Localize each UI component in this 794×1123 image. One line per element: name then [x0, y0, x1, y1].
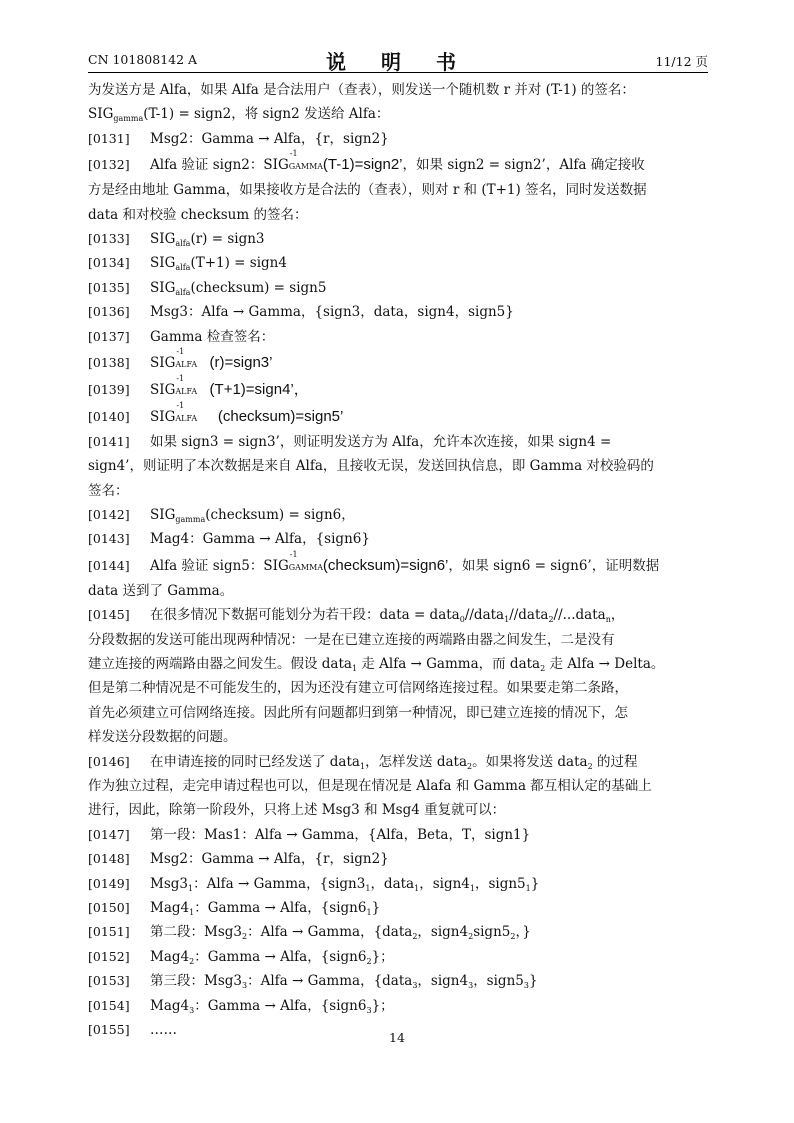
- page-header: [88, 44, 708, 72]
- paragraph-0131: [0131] Msg2：Gamma → Alfa，{r，sign2}: [88, 127, 710, 151]
- paragraph-number: [0149]: [88, 875, 130, 891]
- paragraph-number: [0144]: [88, 557, 130, 573]
- inverse-sig-formula: -1 ALFA: [175, 346, 198, 369]
- page-counter: 11/12 页: [655, 54, 708, 69]
- intro-line-1: 为发送方是 Alfa，如果 Alfa 是合法用户（查表），则发送一个随机数 r 并对 (T-1) 的签名：: [88, 82, 635, 98]
- paragraph-number: [0153]: [88, 973, 130, 989]
- paragraph-number: [0139]: [88, 381, 130, 397]
- inverse-sig-formula: -1 GAMMA: [288, 549, 324, 572]
- paragraph-number: [0134]: [88, 255, 130, 271]
- paragraph-0132-line-3: data 和对校验 checksum 的签名：: [88, 206, 308, 223]
- paragraph-0153: [0153] 第三段：$Msg3_3$：Alfa → Gamma，{data$_3$，$sign4_3$，$sign5_3$}: [88, 969, 710, 993]
- paragraph-0148: [0148] Msg2：Gamma → Alfa，{r，sign2}: [88, 847, 710, 871]
- paragraph-number: [0140]: [88, 408, 130, 424]
- inverse-sig-formula: -1 ALFA: [175, 400, 198, 423]
- paragraph-0145-line-3: 建立连接的两端路由器之间发生。假设 data$_1$ 走 Alfa → Gamma，而 data$_2$ 走 Alfa → Delta。: [88, 656, 665, 674]
- paragraph-number: [0147]: [88, 826, 130, 842]
- paragraph-number: [0151]: [88, 924, 130, 940]
- paragraph-0144: [0144] Alfa 验证 sign5：SIG -1 GAMMA (checksum)=sign6’，如果 sign6 = sign6’，证明数据: [88, 552, 710, 579]
- patent-number: CN 101808142 A: [88, 52, 198, 67]
- paragraph-number: [0136]: [88, 304, 130, 320]
- paragraph-0152: [0152] $Mag4_2$：Gamma → Alfa，$\{sign6_2\}$；: [88, 945, 710, 969]
- paragraph-0151: [0151] 第二段：$Msg3_2$：Alfa → Gamma，{data$_2$，$sign4_2sign5_2$，}: [88, 920, 710, 944]
- paragraph-0146-line-2: 作为独立过程，走完申请过程也可以，但是现在情况是 Alafa 和 Gamma 都互相认定的基础上: [88, 777, 652, 794]
- paragraph-number: [0138]: [88, 354, 130, 370]
- inverse-sig-formula: -1 ALFA: [175, 373, 198, 396]
- paragraph-0141-line-2: sign4’，则证明了本次数据是来自 Alfa，且接收无误，发送回执信息，即 Gamma 对校验码的: [88, 458, 654, 475]
- paragraph-number: [0133]: [88, 230, 130, 246]
- paragraph-0150: [0150] $Mag4_1$：Gamma → Alfa，$\{sign6_1\}$: [88, 896, 710, 920]
- paragraph-0137: [0137] Gamma 检查签名：: [88, 325, 710, 349]
- paragraph-0143: [0143] Mag4：Gamma → Alfa，{sign6}: [88, 527, 710, 551]
- paragraph-number: [0143]: [88, 531, 130, 547]
- paragraph-number: [0152]: [88, 948, 130, 964]
- paragraph-number: [0155]: [88, 1021, 130, 1037]
- paragraph-0145-line-6: 样发送分段数据的问题。: [88, 729, 237, 746]
- paragraph-0141-line-3: 签名：: [88, 482, 129, 499]
- paragraph-0141: [0141] 如果 sign3 = sign3’，则证明发送方为 Alfa，允许本次连接，如果 sign4 =: [88, 430, 710, 454]
- paragraph-0145-line-4: 但是第二种情况是不可能发生的，因为还没有建立可信网络连接过程。如果要走第二条路，: [88, 680, 628, 697]
- paragraph-0135: [0135] $SIG_{alfa}(checksum)$ = sign5: [88, 276, 710, 300]
- paragraph-0155: [0155] ……: [88, 1018, 710, 1042]
- paragraph-0132-line-2: 方是经由地址 Gamma，如果接收方是合法的（查表），则对 r 和 (T+1) 签名，同时发送数据: [88, 182, 647, 199]
- paragraph-number: [0150]: [88, 899, 130, 915]
- paragraph-number: [0135]: [88, 279, 130, 295]
- paragraph-number: [0146]: [88, 753, 130, 769]
- paragraph-0154: [0154] $Mag4_3$：Gamma → Alfa，$\{sign6_3\}$；: [88, 994, 710, 1018]
- paragraph-number: [0137]: [88, 328, 130, 344]
- paragraph-0136: [0136] Msg3：Alfa → Gamma，{sign3，data，sign4，sign5}: [88, 300, 710, 324]
- paragraph-0144-line-2: data 送到了 Gamma。: [88, 582, 234, 599]
- paragraph-0133: [0133] $SIG_{alfa}(r)$ = sign3: [88, 227, 710, 251]
- paragraph-0145: [0145] 在很多情况下数据可能划分为若干段：data = data$_0$//data$_1$//data$_2$//...data$_n$，: [88, 603, 710, 627]
- paragraph-0145-line-2: 分段数据的发送可能出现两种情况：一是在已建立连接的两端路由器之间发生，二是没有: [88, 631, 615, 648]
- intro-line-2: $SIG_{gamma}(T-1)$ = sign2，将 sign2 发送给 Alfa：: [88, 106, 390, 124]
- paragraph-0147: [0147] 第一段：Mas1：Alfa → Gamma，{Alfa，Beta，T，sign1}: [88, 823, 710, 847]
- paragraph-0132: [0132] Alfa 验证 sign2：SIG -1 GAMMA (T-1)=sign2’，如果 sign2 = sign2’，Alfa 确定接收: [88, 151, 710, 178]
- paragraph-number: [0145]: [88, 607, 130, 623]
- paragraph-0139: [0139] SIG -1 ALFA (T+1)=sign4’，: [88, 376, 710, 403]
- paragraph-0142: [0142] $SIG_{gamma}(checksum)$ = sign6，: [88, 503, 710, 527]
- paragraph-number: [0154]: [88, 997, 130, 1013]
- document-body: [88, 78, 710, 1042]
- paragraph-number: [0132]: [88, 157, 130, 173]
- header-rule: [88, 72, 708, 73]
- paragraph-number: [0141]: [88, 433, 130, 449]
- paragraph-number: [0131]: [88, 130, 130, 146]
- paragraph-0145-line-5: 首先必须建立可信网络连接。因此所有问题都归到第一种情况，即已建立连接的情况下，怎: [88, 704, 628, 721]
- paragraph-number: [0142]: [88, 507, 130, 523]
- paragraph-0146-line-3: 进行，因此，除第一阶段外，只将上述 Msg3 和 Msg4 重复就可以：: [88, 802, 506, 819]
- paragraph-0134: [0134] $SIG_{alfa}(T+1)$ = sign4: [88, 251, 710, 275]
- page-number: 14: [389, 1030, 405, 1045]
- paragraph-number: [0148]: [88, 851, 130, 867]
- paragraph-0149: [0149] $Msg3_1$：Alfa → Gamma，{$sign3_1$，data$_1$，$sign4_1$，$sign5_1$}: [88, 872, 710, 896]
- document-title: 说 明 书: [326, 50, 470, 74]
- paragraph-0140: [0140] SIG -1 ALFA (checksum)=sign5’: [88, 403, 710, 430]
- inverse-sig-formula: -1 GAMMA: [288, 149, 324, 172]
- paragraph-0146: [0146] 在申请连接的同时已经发送了 data$_1$，怎样发送 data$_2$。如果将发送 data$_2$ 的过程: [88, 750, 710, 774]
- paragraph-0138: [0138] SIG -1 ALFA (r)=sign3’: [88, 349, 710, 376]
